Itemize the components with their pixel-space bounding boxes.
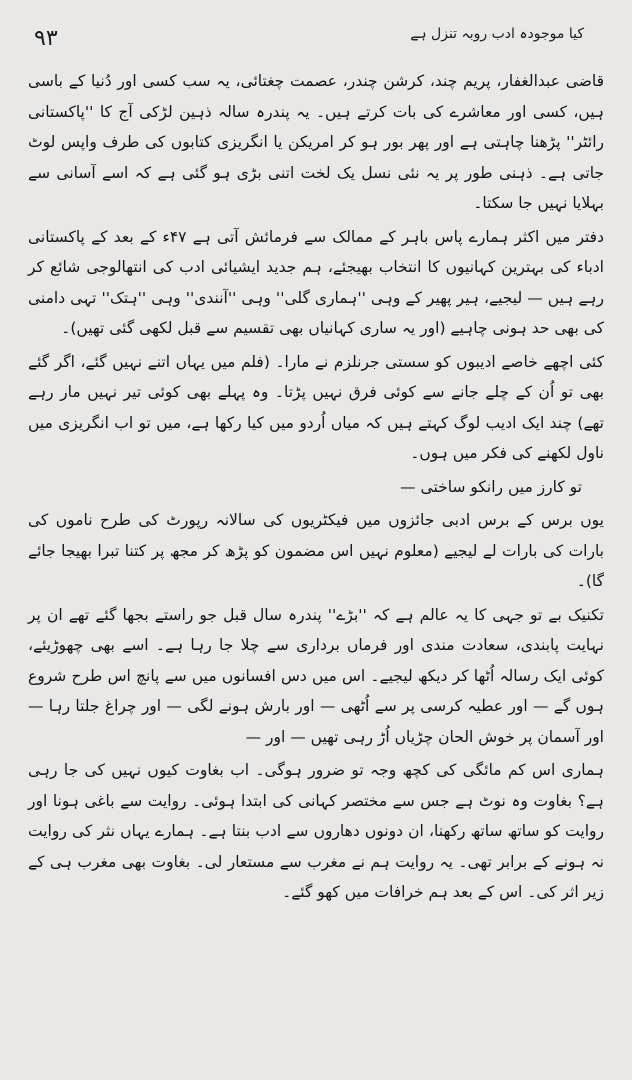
paragraph: ہماری اس کم مائگی کی کچھ وجہ تو ضرور ہوگی۔ اب بغاوت کیوں نہیں کی جا رہی ہے؟ بغاوت وہ نوٹ ہے جس سے مختصر کہانی کی ابتدا ہوئی۔ روایت سے باغی ہونا اور روایت کو ساتھ ساتھ رکھنا، ان دونوں دھاروں سے ادب بنتا ہے۔ ہمارے یہاں نثر کی روایت نہ ہونے کے برابر تھی۔ یہ روایت ہم نے مغرب سے مستعار لی۔ بغاوت بھی مغرب ہی کے زیر اثر کی۔ اس کے بعد ہم خرافات میں کھو گئے۔: [28, 761, 604, 901]
paragraph: کئی اچھے خاصے ادیبوں کو سستی جرنلزم نے مارا۔ (فلم میں یہاں اتنے نہیں گئے، اگر گئے بھی تو اُن کے چلے جانے سے کوئی فرق نہیں پڑتا۔ وہ پہلے بھی کوئی تیر نہیں مار رہے تھے) چند ایک ادیب لوگ کہتے ہیں کہ میاں اُردو میں کیا رکھا ہے، میں تو اب انگریزی میں ناول لکھنے کی فکر میں ہوں۔: [28, 352, 604, 462]
paragraph: قاضی عبدالغفار، پریم چند، کرشن چندر، عصمت چغتائی، یہ سب کسی اور دُنیا کے باسی ہیں، کسی اور معاشرے کی بات کرتے ہیں۔ یہ پندرہ سالہ ذہین لڑکی آج کا ''پاکستانی رائٹر'' پڑھنا چاہتی ہے اور پھر بور ہو کر امریکن یا انگریزی کتابوں کی طرف واپس لوٹ جاتی ہے۔ ذہنی طور پر یہ نئی نسل یک لخت اتنی بڑی ہو گئی ہے کہ اسے آسانی سے بہلایا نہیں جا سکتا۔: [28, 72, 604, 212]
running-head: [0, 22, 632, 56]
paragraph: تو کارز میں رانکو ساختی —: [400, 477, 582, 496]
paragraph: دفتر میں اکثر ہمارے پاس باہر کے ممالک سے فرمائش آتی ہے ۴۷ء کے بعد کے پاکستانی ادباء کی بہترین کہانیوں کا انتخاب بھیجئے، ہم جدید ایشیائی ادب کی انتھالوجی شائع کر رہے ہیں — لیجیے، ہیر پھیر کے وہی ''ہماری گلی'' وہی ''آنندی'' وہی ''ہتک'' تہی دامنی کی بھی حد ہونی چاہیے (اور یہ ساری کہانیاں بھی تقسیم سے قبل لکھی گئی تھیں)۔: [28, 227, 604, 337]
running-title: کیا موجودہ ادب روبہ تنزل ہے: [410, 26, 584, 42]
body-text: [28, 66, 604, 911]
page-number: ۹۳: [34, 26, 58, 51]
paragraph: تکنیک بے تو جہی کا یہ عالم ہے کہ ''بڑے'' پندرہ سال قبل جو راستے بجھا گئے تھے ان پر نہایت پابندی، سعادت مندی اور فرماں برداری سے چلا جا رہا ہے۔ اسے بھی چھوڑیئے، کوئی ایک رسالہ اُٹھا کر دیکھ لیجیے۔ اس میں دس افسانوں میں سے پانچ اس طرح شروع ہوں گے — اور عطیہ کرسی پر سے اُٹھی — اور بارش ہونے لگی — اور چراغ جلتا رہا — اور آسمان پر خوش الحان چڑیاں اُڑ رہی تھیں — اور —: [28, 605, 604, 746]
paragraph: یوں برس کے برس ادبی جائزوں میں فیکٹریوں کی سالانہ رپورٹ کی طرح ناموں کی بارات کی بارات لے لیجیے (معلوم نہیں اس مضمون کو پڑھ کر مجھ پر کتنا تبرا بھیجا جائے گا)۔: [28, 511, 604, 590]
